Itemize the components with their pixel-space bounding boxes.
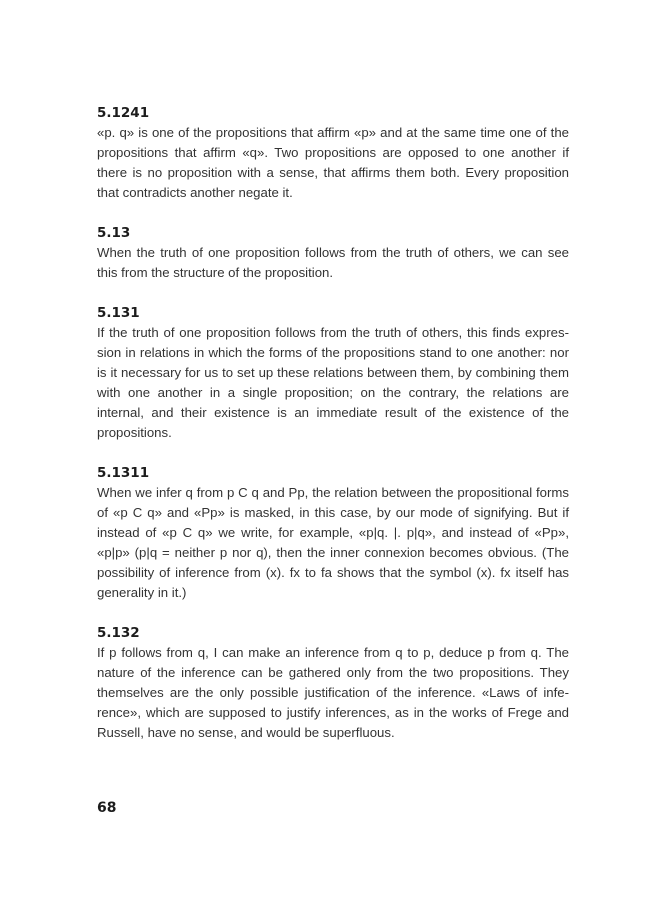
section-number: 5.1241: [97, 105, 150, 121]
page-body: [97, 103, 569, 763]
section-5-13: [97, 223, 569, 283]
section-number: 5.1311: [97, 465, 150, 481]
section-5-1311: [97, 463, 569, 603]
section-text: If p follows from q, I can make an inference from q to p, deduce p from q. The nature of the inference can be gathered only from the two propositions. They themselves are the only possible justification of the inference. «Laws of inference», which are supposed to justify inferences, as in the works of Frege and Russell, have no sense, and would be superfluous.: [97, 645, 569, 740]
section-number: 5.132: [97, 625, 140, 641]
section-number: 5.131: [97, 305, 140, 321]
section-text: When the truth of one proposition follows from the truth of others, we can see this from the structure of the proposition.: [97, 245, 569, 280]
section-5-1241: [97, 103, 569, 203]
section-text: If the truth of one proposition follows from the truth of others, this finds expression in relations in which the forms of the propositions stand to one another: nor is it necessary for us to set up these relations between them, by combining them with one another in a single proposition; on the contrary, the relations are internal, and their existence is an immediate result of the existence of the propositions.: [97, 325, 569, 440]
section-number: 5.13: [97, 225, 131, 241]
section-text: When we infer q from p C q and Pp, the relation between the propositional forms of «p C q» and «Pp» is masked, in this case, by our mode of signifying. But if instead of «p C q» we write, for example, «p|q. |. p|q», and instead of «Pp», «p|p» (p|q = neither p nor q), then the inner connexion becomes obvious. (The possibility of inference from (x). fx to fa shows that the symbol (x). fx itself has generality in it.): [97, 485, 569, 600]
section-text: «p. q» is one of the propositions that affirm «p» and at the same time one of the propositions that affirm «q». Two propositions are opposed to one another if there is no proposition with a sense, that affirms them both. Every proposition that contradicts another negate it.: [97, 125, 569, 200]
section-5-132: [97, 623, 569, 743]
section-5-131: [97, 303, 569, 443]
page-number: 68: [97, 800, 117, 816]
